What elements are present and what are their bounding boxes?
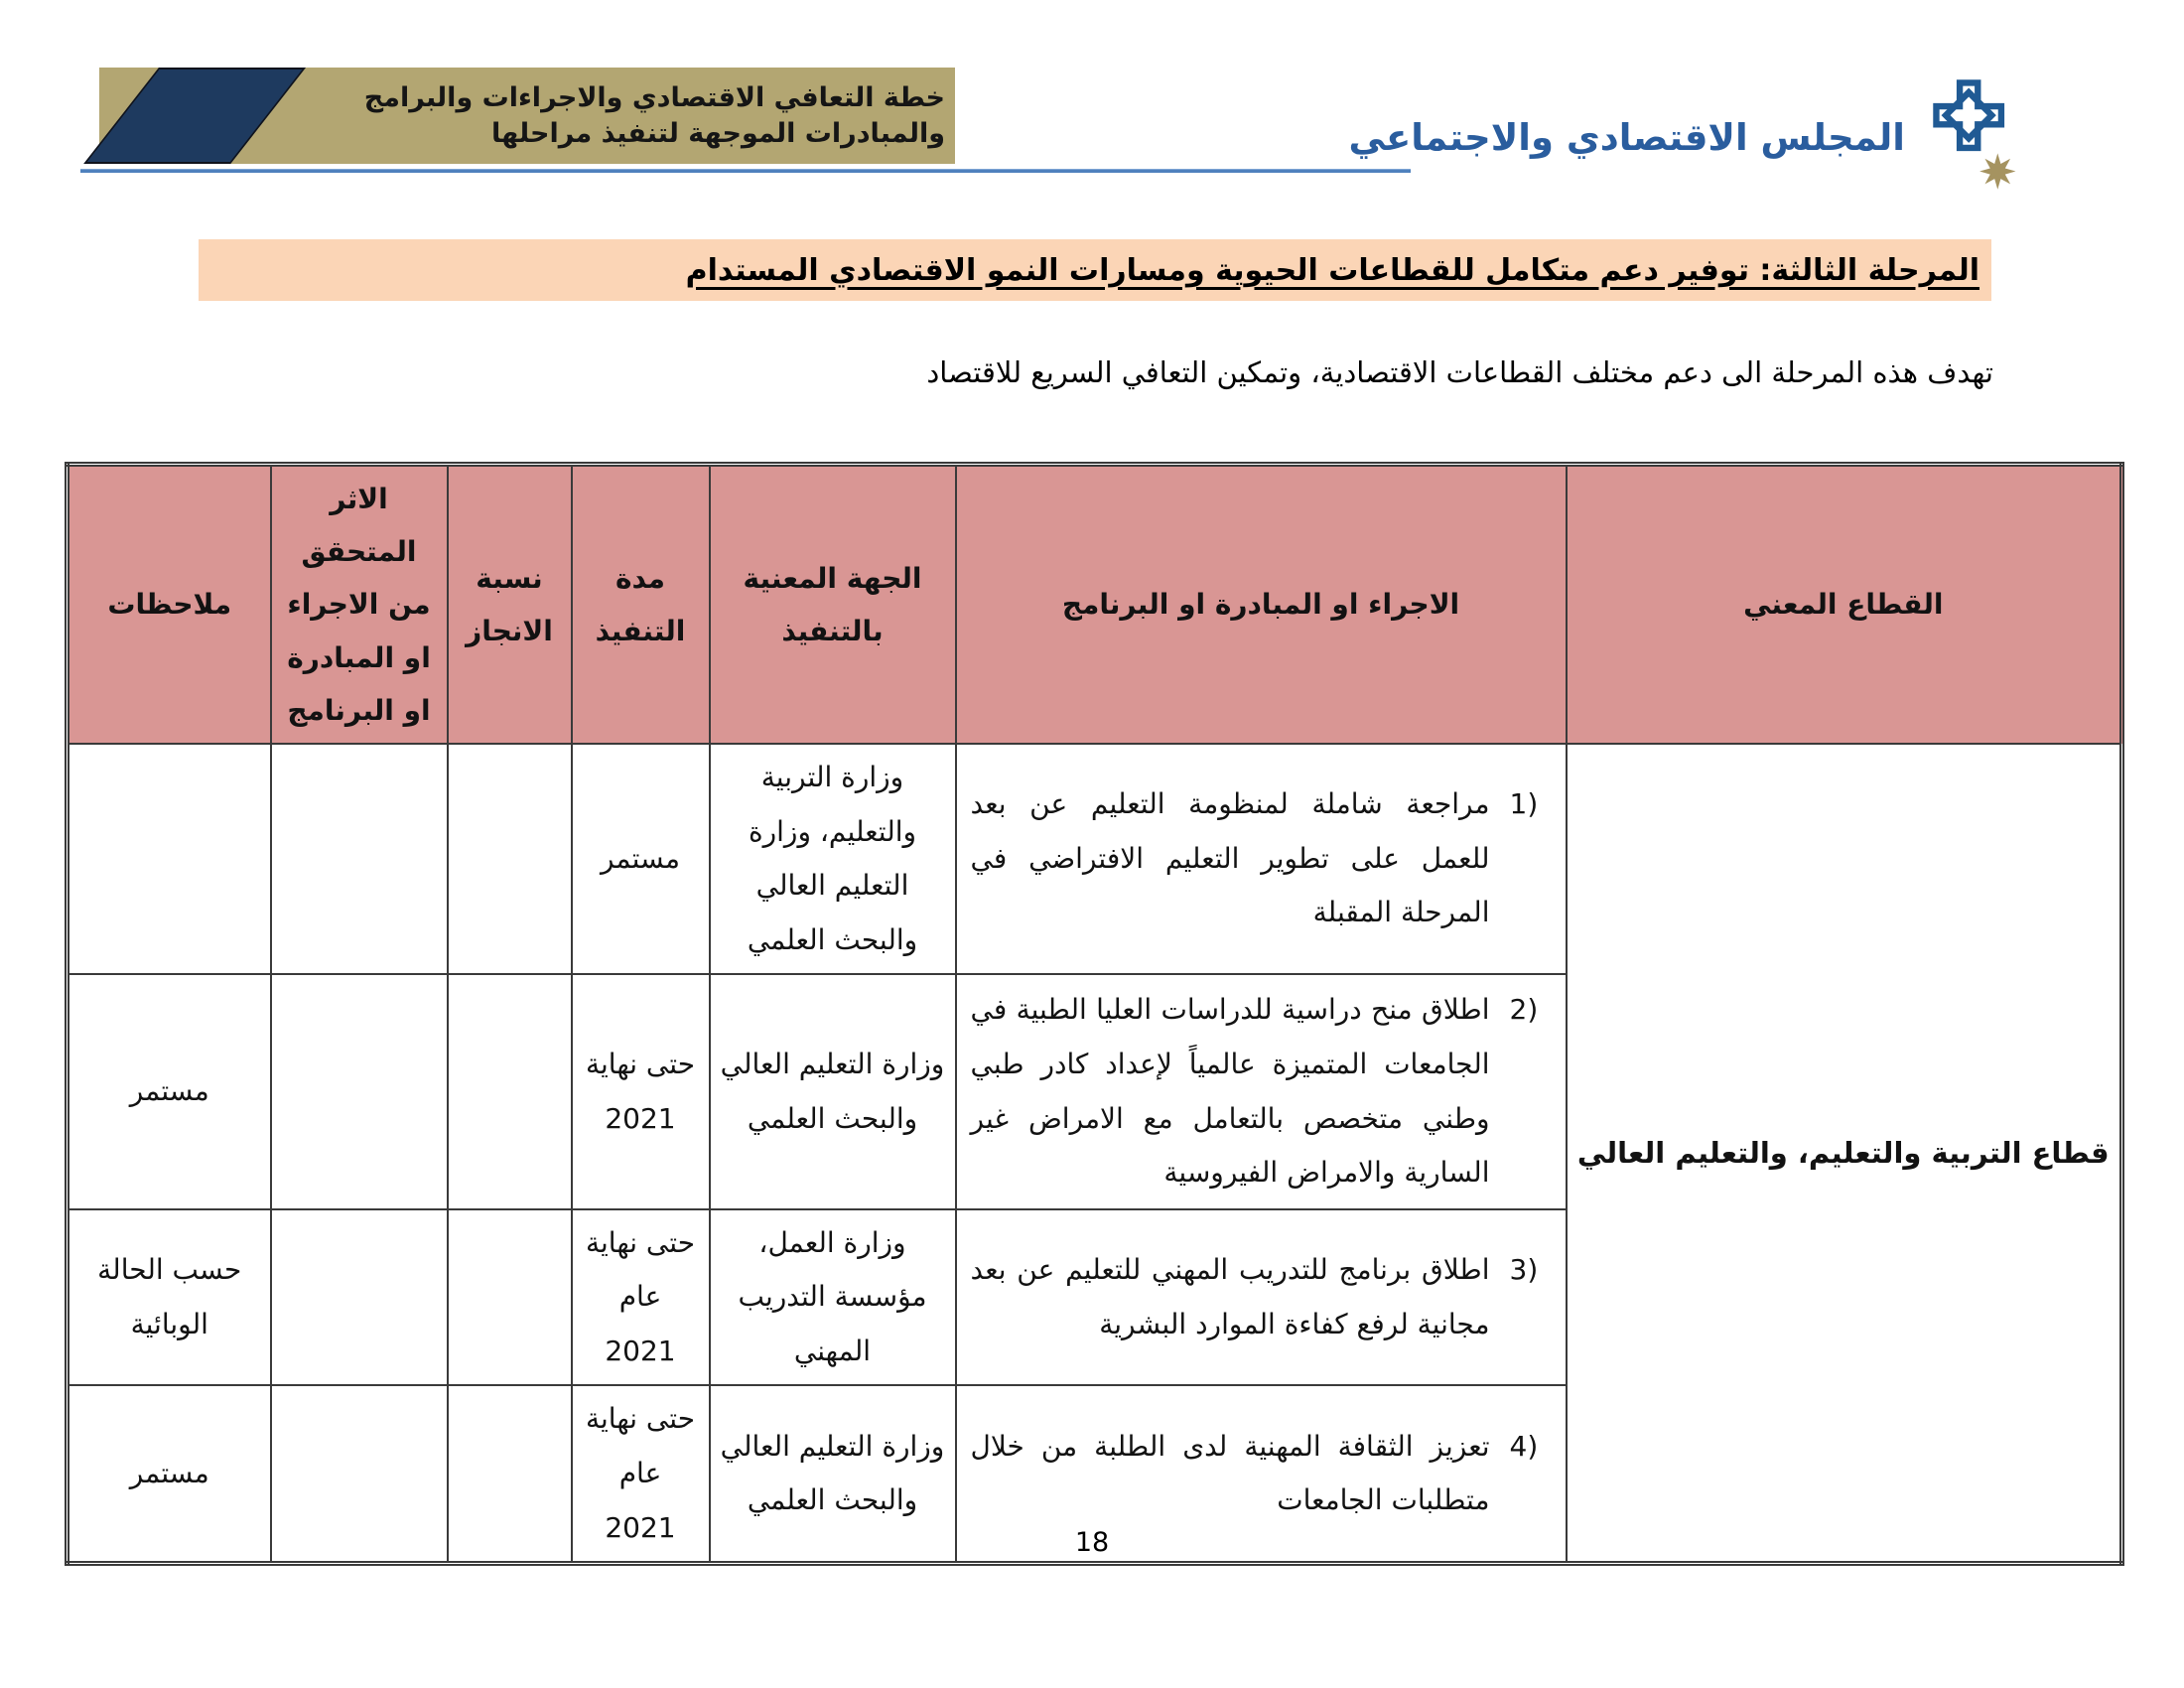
phase-title-text: المرحلة الثالثة: توفير دعم متكامل للقطاعات الحيوية ومسارات النمو الاقتصادي المستدام xyxy=(685,252,1979,288)
intro-paragraph: تهدف هذه المرحلة الى دعم مختلف القطاعات الاقتصادية، وتمكين التعافي السريع للاقتصاد xyxy=(926,355,1993,389)
impact-cell xyxy=(271,1209,448,1386)
actions-table xyxy=(65,462,2124,1566)
phase-title-bar xyxy=(199,239,1991,301)
duration-cell: مستمر xyxy=(572,744,710,974)
progress-cell xyxy=(448,974,572,1208)
entity-cell: وزارة العمل، مؤسسة التدريب المهني xyxy=(710,1209,956,1386)
col-header-action: الاجراء او المبادرة او البرنامج xyxy=(956,465,1567,744)
col-header-sector: القطاع المعني xyxy=(1567,465,2122,744)
duration-cell: حتى نهاية 2021 xyxy=(572,974,710,1208)
action-cell xyxy=(956,974,1567,1208)
action-text: اطلاق منح دراسية للدراسات العليا الطبية في الجامعات المتميزة عالمياً لإعداد كادر طبي وطني متخصص بالتعامل مع الامراض غير السارية والامراض الفيروسية xyxy=(970,993,1490,1190)
action-number: 2) xyxy=(1509,993,1539,1027)
action-cell xyxy=(956,1209,1567,1386)
progress-cell xyxy=(448,1385,572,1563)
col-header-impact: الاثر المتحقق من الاجراء او المبادرة او البرنامج xyxy=(271,465,448,744)
impact-cell xyxy=(271,1385,448,1563)
notes-cell: مستمر xyxy=(68,1385,271,1563)
council-logo-text: المجلس الاقتصادي والاجتماعي xyxy=(1348,116,1905,160)
star-icon xyxy=(1979,153,2015,189)
action-text: مراجعة شاملة لمنظومة التعليم عن بعد للعمل على تطوير التعليم الافتراضي في المرحلة المقبلة xyxy=(970,787,1490,929)
entity-cell: وزارة التربية والتعليم، وزارة التعليم العالي والبحث العلمي xyxy=(710,744,956,974)
table-header-row xyxy=(68,465,2122,744)
duration-cell: حتى نهاية عام 2021 xyxy=(572,1209,710,1386)
progress-cell xyxy=(448,744,572,974)
notes-cell: حسب الحالة الوبائية xyxy=(68,1209,271,1386)
notes-cell: مستمر xyxy=(68,974,271,1208)
sector-cell: قطاع التربية والتعليم، والتعليم العالي xyxy=(1567,744,2122,1564)
notes-cell xyxy=(68,744,271,974)
header-rule-line xyxy=(80,169,1411,173)
page-number: 18 xyxy=(1074,1527,1110,1558)
action-text: اطلاق برنامج للتدريب المهني للتعليم عن بعد مجانية لرفع كفاءة الموارد البشرية xyxy=(970,1252,1490,1340)
duration-cell: حتى نهاية عام 2021 xyxy=(572,1385,710,1563)
action-number: 4) xyxy=(1509,1429,1539,1463)
banner-title: خطة التعافي الاقتصادي والاجراءات والبرامج والمبادرات الموجهة لتنفيذ مراحلها xyxy=(363,82,945,149)
col-header-duration: مدة التنفيذ xyxy=(572,465,710,744)
col-header-notes: ملاحظات xyxy=(68,465,271,744)
action-cell xyxy=(956,744,1567,974)
col-header-progress: نسبة الانجاز xyxy=(448,465,572,744)
table-row xyxy=(68,744,2122,974)
impact-cell xyxy=(271,974,448,1208)
col-header-entity: الجهة المعنية بالتنفيذ xyxy=(710,465,956,744)
progress-cell xyxy=(448,1209,572,1386)
council-logo xyxy=(1348,81,2020,196)
action-text: تعزيز الثقافة المهنية لدى الطلبة من خلال متطلبات الجامعات xyxy=(970,1429,1490,1517)
impact-cell xyxy=(271,744,448,974)
entity-cell: وزارة التعليم العالي والبحث العلمي xyxy=(710,1385,956,1563)
action-number: 1) xyxy=(1509,787,1539,821)
entity-cell: وزارة التعليم العالي والبحث العلمي xyxy=(710,974,956,1208)
action-number: 3) xyxy=(1509,1252,1539,1286)
council-logo-icon xyxy=(1921,76,2020,202)
